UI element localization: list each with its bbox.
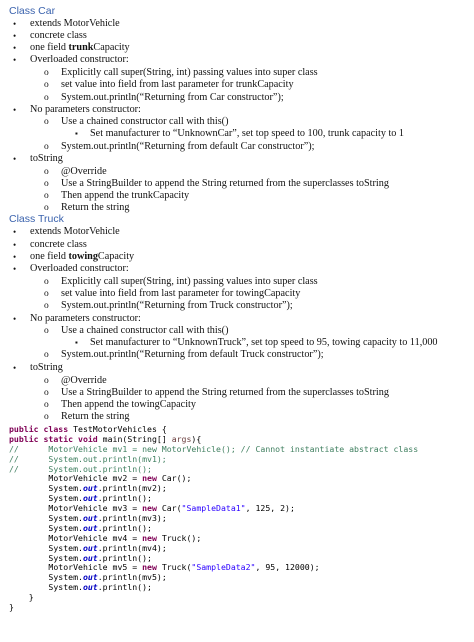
code-listing	[9, 425, 418, 613]
truck-field-line	[30, 251, 134, 263]
code-text: Car(	[161, 503, 182, 514]
code-text: .println();	[97, 552, 152, 563]
truck-setfield-line: set value into field from last parameter for towingCapacity	[61, 288, 301, 299]
code-field: out	[82, 552, 98, 563]
bullet-icon: •	[13, 252, 17, 262]
truck-manufacturer-line: Set manufacturer to “UnknownTruck”, set top speed to 95, towing capacity to 11,000	[90, 337, 438, 348]
code-string: "SampleData1"	[181, 503, 246, 514]
circle-bullet-icon: o	[44, 350, 49, 360]
code-text: System.	[9, 513, 83, 524]
circle-bullet-icon: o	[44, 412, 49, 422]
truck-tostring-line: toString	[30, 362, 63, 373]
code-line	[9, 583, 418, 593]
code-keyword: public class	[9, 424, 74, 434]
bullet-icon: •	[13, 264, 17, 274]
code-text: MotorVehicle mv3 =	[9, 503, 143, 514]
class-car-heading: Class Car	[9, 5, 56, 17]
code-keyword: new	[142, 473, 162, 484]
code-text: System.	[9, 522, 83, 533]
car-override-line: @Override	[61, 166, 107, 177]
car-super-line: Explicitly call super(String, int) passing values into super class	[61, 67, 318, 78]
circle-bullet-icon: o	[44, 93, 49, 103]
code-keyword: public static void	[9, 433, 103, 444]
code-text: .println();	[97, 582, 152, 593]
car-stringbuilder-line: Use a StringBuilder to append the String returned from the superclasses toString	[61, 178, 389, 189]
code-text: MotorVehicle mv4 =	[9, 532, 143, 543]
car-tostring-line: toString	[30, 153, 63, 164]
bullet-icon: •	[13, 105, 17, 115]
code-text: , 125, 2);	[245, 503, 295, 514]
bullet-icon: •	[13, 240, 17, 250]
code-text: System.	[9, 542, 83, 553]
code-comment-line: // System.out.println();	[9, 463, 152, 474]
code-text: .println();	[97, 522, 152, 533]
bullet-icon: •	[13, 43, 17, 53]
circle-bullet-icon: o	[44, 179, 49, 189]
truck-field-suffix: Capacity	[97, 251, 135, 262]
code-text: Truck();	[161, 532, 202, 543]
code-text: .println(mv3);	[97, 513, 167, 524]
car-append-line: Then append the trunkCapacity	[61, 190, 190, 201]
truck-super-line: Explicitly call super(String, int) passing values into super class	[61, 276, 318, 287]
code-field: out	[82, 542, 98, 553]
code-text: System.	[9, 552, 83, 563]
truck-extends-line: extends MotorVehicle	[30, 226, 120, 237]
truck-override-line: @Override	[61, 375, 107, 386]
car-overloaded-line: Overloaded constructor:	[30, 54, 129, 65]
car-manufacturer-line: Set manufacturer to “UnknownCar”, set top speed to 100, trunk capacity to 1	[90, 128, 405, 139]
car-field-prefix: one field	[30, 42, 69, 53]
truck-overloaded-line: Overloaded constructor:	[30, 263, 129, 274]
circle-bullet-icon: o	[44, 277, 49, 287]
code-text: System.	[9, 572, 83, 583]
circle-bullet-icon: o	[44, 289, 49, 299]
truck-field-bold: towing	[68, 251, 98, 262]
car-println-line: System.out.println(“Returning from Car constructor”);	[61, 92, 284, 103]
code-text: System.	[9, 582, 83, 593]
class-truck-heading: Class Truck	[9, 213, 64, 225]
code-text: .println(mv5);	[97, 572, 167, 583]
code-text: MotorVehicle mv5 =	[9, 562, 143, 573]
code-text: .println();	[97, 493, 152, 504]
car-return-line: Return the string	[61, 202, 130, 213]
circle-bullet-icon: o	[44, 167, 49, 177]
truck-field-prefix: one field	[30, 251, 69, 262]
code-text: , 95, 12000);	[255, 562, 320, 573]
code-text: System.	[9, 483, 83, 494]
circle-bullet-icon: o	[44, 376, 49, 386]
code-field: out	[82, 493, 98, 504]
code-text: System.	[9, 493, 83, 504]
code-text: Truck(	[161, 562, 192, 573]
circle-bullet-icon: o	[44, 191, 49, 201]
bullet-icon: •	[13, 55, 17, 65]
code-keyword: new	[142, 503, 162, 514]
car-field-suffix: Capacity	[93, 42, 130, 53]
code-text: MotorVehicle mv2 =	[9, 473, 143, 484]
car-noparam-line: No parameters constructor:	[30, 104, 141, 115]
code-line: }	[9, 592, 34, 603]
car-field-bold: trunk	[68, 42, 94, 53]
bullet-icon: •	[13, 154, 17, 164]
code-field: out	[82, 513, 98, 524]
circle-bullet-icon: o	[44, 400, 49, 410]
bullet-icon: •	[13, 314, 17, 324]
code-field: out	[82, 483, 98, 494]
code-field: out	[82, 572, 98, 583]
code-variable: args	[171, 433, 192, 444]
car-chained-line: Use a chained constructor call with this()	[61, 116, 229, 127]
code-keyword: new	[142, 562, 162, 573]
truck-default-println-line: System.out.println(“Returning from default Truck constructor”);	[61, 349, 324, 360]
code-text: TestMotorVehicles {	[73, 424, 167, 434]
bullet-icon: •	[13, 31, 17, 41]
car-concrete-line: concrete class	[30, 30, 87, 41]
circle-bullet-icon: o	[44, 388, 49, 398]
code-text: .println(mv2);	[97, 483, 167, 494]
truck-return-line: Return the string	[61, 411, 130, 422]
code-line: }	[9, 602, 14, 613]
code-text: ){	[191, 433, 202, 444]
code-comment-line: // System.out.println(mv1);	[9, 453, 167, 464]
square-bullet-icon: ▪	[75, 129, 78, 138]
circle-bullet-icon: o	[44, 326, 49, 336]
circle-bullet-icon: o	[44, 203, 49, 213]
car-default-println-line: System.out.println(“Returning from default Car constructor”);	[61, 141, 315, 152]
code-text: .println(mv4);	[97, 542, 167, 553]
code-text: main(String[]	[102, 433, 172, 444]
circle-bullet-icon: o	[44, 80, 49, 90]
truck-chained-line: Use a chained constructor call with this()	[61, 325, 229, 336]
truck-noparam-line: No parameters constructor:	[30, 313, 141, 324]
circle-bullet-icon: o	[44, 117, 49, 127]
truck-stringbuilder-line: Use a StringBuilder to append the String returned from the superclasses toString	[61, 387, 389, 398]
code-string: "SampleData2"	[191, 562, 256, 573]
bullet-icon: •	[13, 19, 17, 29]
car-extends-line: extends MotorVehicle	[30, 18, 120, 29]
truck-append-line: Then append the towingCapacity	[61, 399, 196, 410]
circle-bullet-icon: o	[44, 301, 49, 311]
bullet-icon: •	[13, 227, 17, 237]
code-field: out	[82, 582, 98, 593]
truck-println-line: System.out.println(“Returning from Truck constructor”);	[61, 300, 293, 311]
code-keyword: new	[142, 532, 162, 543]
car-field-line	[30, 42, 130, 54]
code-field: out	[82, 522, 98, 533]
car-setfield-line: set value into field from last parameter for trunkCapacity	[61, 79, 294, 90]
code-comment-line: // MotorVehicle mv1 = new MotorVehicle(); // Cannot instantiate abstract class	[9, 443, 419, 454]
truck-concrete-line: concrete class	[30, 239, 87, 250]
code-text: Car();	[161, 473, 192, 484]
circle-bullet-icon: o	[44, 68, 49, 78]
bullet-icon: •	[13, 363, 17, 373]
circle-bullet-icon: o	[44, 142, 49, 152]
square-bullet-icon: ▪	[75, 338, 78, 347]
